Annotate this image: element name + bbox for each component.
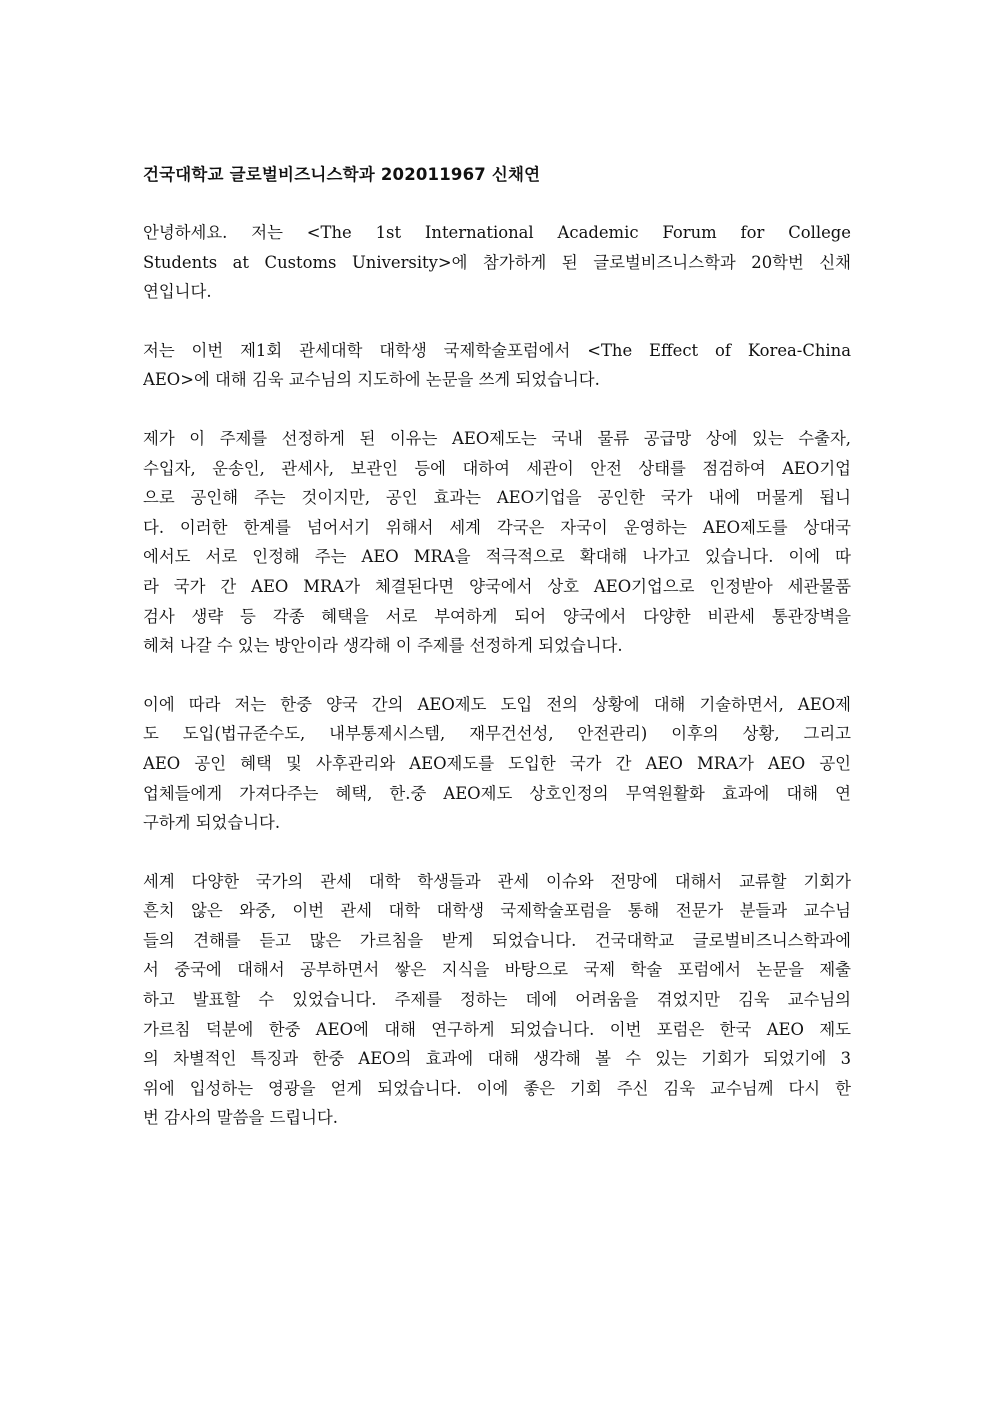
text-line: 번 감사의 말씀을 드립니다. [143, 1108, 339, 1128]
text-line: 검사 생략 등 각종 혜택을 서로 부여하게 되어 양국에서 다양한 비관세 통관장벽을 [143, 606, 851, 626]
text-line: 들의 견해를 듣고 많은 가르침을 받게 되었습니다. 건국대학교 글로벌비즈니스학과에 [143, 930, 851, 950]
document-title: 건국대학교 글로벌비즈니스학과 202011967 신채연 [143, 165, 541, 184]
text-line: 저는 이번 제1회 관세대학 대학생 국제학술포럼에서 <The Effect of Korea-China [143, 340, 851, 360]
text-line: 가르침 덕분에 한중 AEO에 대해 연구하게 되었습니다. 이번 포럼은 한국 AEO 제도 [143, 1019, 851, 1039]
text-line: 에서도 서로 인정해 주는 AEO MRA을 적극적으로 확대해 나가고 있습니다. 이에 따 [143, 547, 851, 567]
paragraph [143, 336, 851, 395]
text-line: 수입자, 운송인, 관세사, 보관인 등에 대하여 세관이 안전 상태를 점검하여 AEO기업 [143, 458, 851, 478]
paragraph [143, 218, 851, 307]
text-line: 다. 이러한 한계를 넘어서기 위해서 세계 각국은 자국이 운영하는 AEO제도를 상대국 [143, 517, 851, 537]
text-line: 헤쳐 나갈 수 있는 방안이라 생각해 이 주제를 선정하게 되었습니다. [143, 636, 623, 656]
text-line: 연입니다. [143, 282, 212, 302]
text-line: 서 중국에 대해서 공부하면서 쌓은 지식을 바탕으로 국제 학술 포럼에서 논문을 제출 [143, 960, 851, 980]
document-body [143, 218, 851, 1133]
text-line: 제가 이 주제를 선정하게 된 이유는 AEO제도는 국내 물류 공급망 상에 있는 수출자, [143, 428, 851, 448]
paragraph [143, 690, 851, 838]
text-line: 하고 발표할 수 있었습니다. 주제를 정하는 데에 어려움을 겪었지만 김욱 교수님의 [143, 990, 851, 1010]
text-line: AEO 공인 혜택 및 사후관리와 AEO제도를 도입한 국가 간 AEO MRA가 AEO 공인 [143, 753, 851, 773]
text-line: 세계 다양한 국가의 관세 대학 학생들과 관세 이슈와 전망에 대해서 교류할 기회가 [143, 871, 851, 891]
text-line: 위에 입성하는 영광을 얻게 되었습니다. 이에 좋은 기회 주신 김욱 교수님께 다시 한 [143, 1078, 851, 1098]
text-line: 으로 공인해 주는 것이지만, 공인 효과는 AEO기업을 공인한 국가 내에 머물게 됩니 [143, 488, 851, 508]
text-line: 업체들에게 가져다주는 혜택, 한.중 AEO제도 상호인정의 무역원활화 효과에 대해 연 [143, 783, 851, 803]
text-line: 안녕하세요. 저는 <The 1st International Academic Forum for College [143, 223, 851, 242]
text-line: 이에 따라 저는 한중 양국 간의 AEO제도 도입 전의 상황에 대해 기술하면서, AEO제 [143, 694, 851, 714]
document-page [143, 160, 851, 1162]
paragraph [143, 424, 851, 661]
text-line: 의 차별적인 특징과 한중 AEO의 효과에 대해 생각해 볼 수 있는 기회가 되었기에 3 [143, 1049, 851, 1069]
text-line: 라 국가 간 AEO MRA가 체결된다면 양국에서 상호 AEO기업으로 인정받아 세관물품 [143, 576, 851, 596]
text-line: 흔치 않은 와중, 이번 관세 대학 대학생 국제학술포럼을 통해 전문가 분들과 교수님 [143, 901, 851, 921]
paragraph [143, 867, 851, 1133]
text-line: AEO>에 대해 김욱 교수님의 지도하에 논문을 쓰게 되었습니다. [143, 370, 600, 390]
text-line: 도 도입(법규준수도, 내부통제시스템, 재무건선성, 안전관리) 이후의 상황, 그리고 [143, 724, 851, 744]
text-line: 구하게 되었습니다. [143, 813, 281, 833]
text-line: Students at Customs University>에 참가하게 된 글로벌비즈니스학과 20학번 신채 [143, 252, 851, 272]
